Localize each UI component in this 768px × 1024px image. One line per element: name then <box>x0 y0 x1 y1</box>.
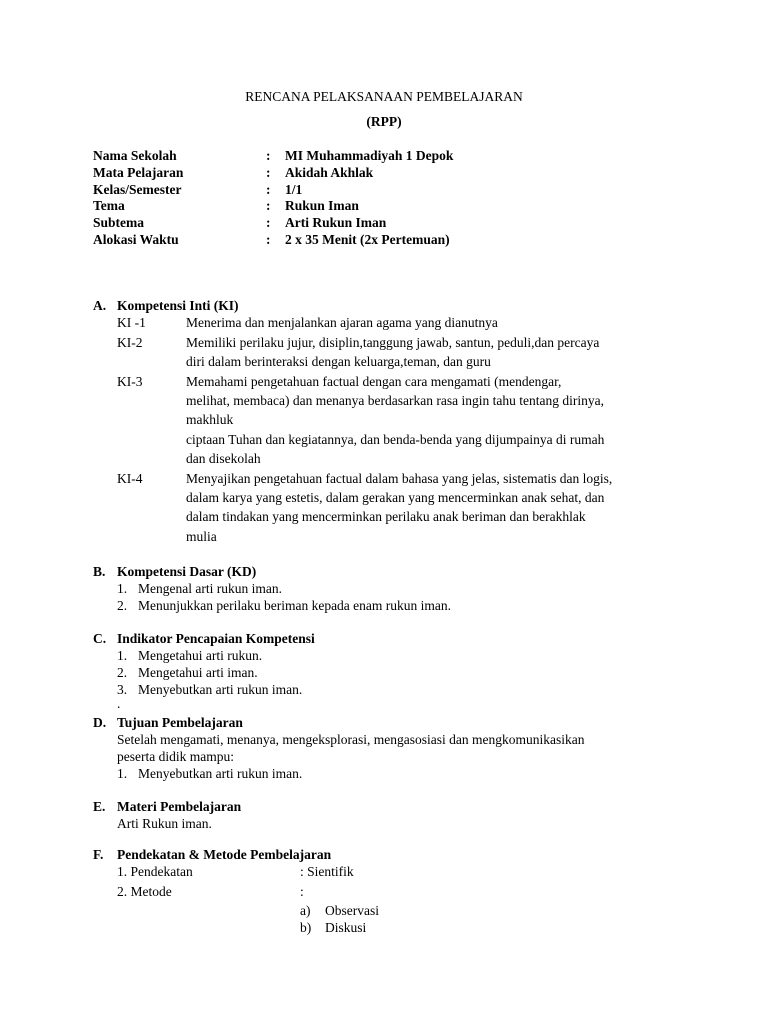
section-letter: D. <box>93 715 107 730</box>
section-heading: Pendekatan & Metode Pembelajaran <box>117 847 332 862</box>
ki-text-line: dalam tindakan yang mencerminkan perilaku anak beriman dan berakhlak <box>186 509 586 524</box>
identity-value: Akidah Akhlak <box>285 165 374 180</box>
method-value: : <box>300 884 304 899</box>
ki-text-line: Memahami pengetahuan factual dengan cara mengamati (mendengar, <box>186 374 562 389</box>
identity-value: 2 x 35 Menit (2x Pertemuan) <box>285 232 450 247</box>
list-item: Menyebutkan arti rukun iman. <box>138 682 303 697</box>
ki-code: KI -1 <box>117 315 146 330</box>
list-item: Menyebutkan arti rukun iman. <box>138 766 303 781</box>
identity-label: Alokasi Waktu <box>93 232 179 247</box>
method-item: Diskusi <box>325 920 367 935</box>
document-subtitle: (RPP) <box>366 114 402 129</box>
section-heading: Kompetensi Inti (KI) <box>117 298 239 313</box>
identity-label: Nama Sekolah <box>93 148 177 163</box>
ki-text-line: dalam karya yang estetis, dalam gerakan yang mencerminkan anak sehat, dan <box>186 490 605 505</box>
ki-text-line: mulia <box>186 529 217 544</box>
identity-label: Subtema <box>93 215 145 230</box>
list-item: Menunjukkan perilaku beriman kepada enam rukun iman. <box>138 598 452 613</box>
identity-separator: : <box>266 182 271 197</box>
ki-code: KI-3 <box>117 374 143 389</box>
list-number: 2. <box>117 665 128 680</box>
ki-text-line: diri dalam berinteraksi dengan keluarga,teman, dan guru <box>186 354 491 369</box>
identity-value: 1/1 <box>285 182 303 197</box>
ki-text-line: melihat, membaca) dan menanya berdasarkan rasa ingin tahu tentang dirinya, <box>186 393 604 408</box>
ki-code: KI-2 <box>117 335 143 350</box>
ki-text-line: Memiliki perilaku jujur, disiplin,tanggung jawab, santun, peduli,dan percaya <box>186 335 600 350</box>
identity-label: Tema <box>93 198 125 213</box>
list-number: 1. <box>117 648 128 663</box>
identity-separator: : <box>266 198 271 213</box>
identity-separator: : <box>266 232 271 247</box>
ki-text-line: Menyajikan pengetahuan factual dalam bahasa yang jelas, sistematis dan logis, <box>186 471 613 486</box>
list-number: 2. <box>117 598 128 613</box>
section-heading: Kompetensi Dasar (KD) <box>117 564 257 579</box>
identity-value: Rukun Iman <box>285 198 359 213</box>
identity-separator: : <box>266 215 271 230</box>
list-number: 1. <box>117 581 128 596</box>
identity-value: MI Muhammadiyah 1 Depok <box>285 148 454 163</box>
section-letter: B. <box>93 564 106 579</box>
section-letter: C. <box>93 631 107 646</box>
ki-text-line: Menerima dan menjalankan ajaran agama yang dianutnya <box>186 315 498 330</box>
identity-value: Arti Rukun Iman <box>285 215 387 230</box>
section-letter: F. <box>93 847 104 862</box>
section-letter: A. <box>93 298 107 313</box>
method-item: Observasi <box>325 903 379 918</box>
section-heading: Materi Pembelajaran <box>117 799 242 814</box>
section-letter: E. <box>93 799 106 814</box>
document-title: RENCANA PELAKSANAAN PEMBELAJARAN <box>245 89 523 104</box>
identity-label: Kelas/Semester <box>93 182 182 197</box>
method-label: 2. Metode <box>117 884 172 899</box>
identity-separator: : <box>266 148 271 163</box>
section-heading: Tujuan Pembelajaran <box>117 715 243 730</box>
approach-value: : Sientifik <box>300 864 354 879</box>
list-number: 3. <box>117 682 128 697</box>
identity-separator: : <box>266 165 271 180</box>
ki-text-line: ciptaan Tuhan dan kegiatannya, dan benda-benda yang dijumpainya di rumah <box>186 432 605 447</box>
section-intro-line: peserta didik mampu: <box>117 749 234 764</box>
identity-label: Mata Pelajaran <box>93 165 184 180</box>
section-text: Arti Rukun iman. <box>117 816 212 831</box>
method-letter: b) <box>300 920 312 935</box>
ki-text-line: makhluk <box>186 412 234 427</box>
trailing-period: . <box>117 696 121 711</box>
section-heading: Indikator Pencapaian Kompetensi <box>117 631 315 646</box>
list-number: 1. <box>117 766 128 781</box>
ki-text-line: dan disekolah <box>186 451 261 466</box>
list-item: Mengenal arti rukun iman. <box>138 581 282 596</box>
list-item: Mengetahui arti iman. <box>138 665 258 680</box>
approach-label: 1. Pendekatan <box>117 864 193 879</box>
method-letter: a) <box>300 903 311 918</box>
ki-code: KI-4 <box>117 471 143 486</box>
list-item: Mengetahui arti rukun. <box>138 648 263 663</box>
section-intro-line: Setelah mengamati, menanya, mengeksplorasi, mengasosiasi dan mengkomunikasikan <box>117 732 585 747</box>
